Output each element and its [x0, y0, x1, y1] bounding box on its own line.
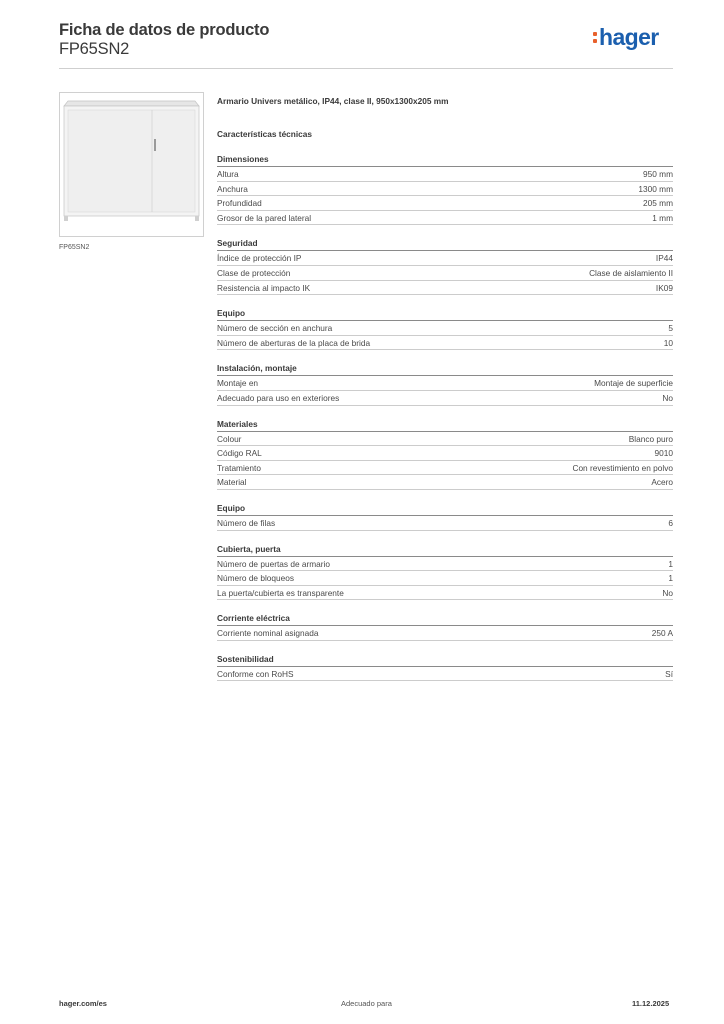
- spec-group-title: Materiales: [217, 418, 673, 432]
- spec-value: No: [662, 587, 673, 598]
- spec-row: [217, 557, 673, 572]
- spec-label: Profundidad: [217, 198, 262, 209]
- spec-groups: [217, 153, 673, 681]
- spec-label: Índice de protección IP: [217, 253, 302, 264]
- image-caption: FP65SN2: [59, 244, 90, 251]
- spec-value: Con revestimiento en polvo: [572, 462, 673, 473]
- spec-content: [217, 94, 673, 681]
- spec-value: 9010: [654, 448, 673, 459]
- spec-label: Número de filas: [217, 517, 276, 528]
- spec-group: [217, 362, 673, 405]
- hager-logo: [593, 26, 659, 49]
- spec-value: IP44: [655, 253, 673, 264]
- spec-row: [217, 266, 673, 281]
- spec-group: [217, 653, 673, 682]
- spec-row: [217, 391, 673, 406]
- spec-group-title: Corriente eléctrica: [217, 612, 673, 626]
- spec-row: [217, 376, 673, 391]
- spec-label: Anchura: [217, 183, 248, 194]
- spec-row: [217, 167, 673, 182]
- product-code: FP65SN2: [59, 40, 130, 58]
- spec-value: 205 mm: [643, 198, 673, 209]
- spec-label: Número de bloqueos: [217, 573, 295, 584]
- spec-group: [217, 502, 673, 531]
- spec-row: [217, 586, 673, 601]
- spec-group-title: Equipo: [217, 502, 673, 516]
- spec-label: Número de puertas de armario: [217, 558, 330, 569]
- footer-date: 11.12.2025: [632, 999, 670, 1008]
- spec-group: [217, 237, 673, 295]
- spec-value: Blanco puro: [628, 433, 673, 444]
- spec-row: [217, 336, 673, 351]
- spec-value: Sí: [665, 668, 673, 679]
- cabinet-illustration: [60, 93, 203, 236]
- spec-label: Conforme con RoHS: [217, 668, 294, 679]
- spec-label: Número de sección en anchura: [217, 323, 333, 334]
- spec-group-title: Sostenibilidad: [217, 653, 673, 667]
- spec-label: Tratamiento: [217, 462, 261, 473]
- spec-row: [217, 281, 673, 296]
- spec-value: No: [662, 392, 673, 403]
- spec-value: 1 mm: [652, 212, 673, 223]
- spec-row: [217, 321, 673, 336]
- spec-row: [217, 516, 673, 531]
- spec-row: [217, 461, 673, 476]
- spec-value: Clase de aislamiento II: [589, 267, 673, 278]
- spec-row: [217, 446, 673, 461]
- spec-value: Montaje de superficie: [594, 378, 673, 389]
- spec-group: [217, 418, 673, 490]
- spec-value: 10: [663, 337, 673, 348]
- spec-value: 6: [668, 517, 673, 528]
- spec-label: Corriente nominal asignada: [217, 628, 319, 639]
- product-description: Armario Univers metálico, IP44, clase II, 950x1300x205 mm: [217, 96, 449, 106]
- spec-row: [217, 571, 673, 586]
- page-title: Ficha de datos de producto: [59, 21, 270, 39]
- spec-group-title: Seguridad: [217, 237, 673, 251]
- spec-row: [217, 626, 673, 641]
- spec-row: [217, 432, 673, 447]
- spec-value: 5: [668, 323, 673, 334]
- logo-dots-icon: [593, 30, 597, 44]
- header-divider: [59, 68, 673, 69]
- spec-value: 1300 mm: [638, 183, 673, 194]
- spec-group: [217, 153, 673, 225]
- logo-text: hager: [599, 24, 659, 50]
- spec-row: [217, 182, 673, 197]
- spec-group-title: Cubierta, puerta: [217, 543, 673, 557]
- spec-label: Adecuado para uso en exteriores: [217, 392, 340, 403]
- tech-heading: Características técnicas: [217, 129, 313, 139]
- spec-value: Acero: [651, 477, 673, 488]
- spec-label: La puerta/cubierta es transparente: [217, 587, 344, 598]
- spec-group: [217, 543, 673, 601]
- spec-group: [217, 307, 673, 350]
- spec-label: Resistencia al impacto IK: [217, 282, 311, 293]
- spec-row: [217, 196, 673, 211]
- spec-value: 1: [668, 573, 673, 584]
- spec-label: Grosor de la pared lateral: [217, 212, 312, 223]
- spec-row: [217, 667, 673, 682]
- spec-group: [217, 612, 673, 641]
- spec-value: 950 mm: [643, 169, 673, 179]
- spec-label: Montaje en: [217, 378, 259, 389]
- spec-label: Altura: [217, 169, 239, 179]
- spec-row: [217, 211, 673, 226]
- spec-row: [217, 251, 673, 266]
- spec-value: 1: [668, 558, 673, 569]
- spec-row: [217, 475, 673, 490]
- spec-group-title: Equipo: [217, 307, 673, 321]
- spec-label: Código RAL: [217, 448, 262, 459]
- footer-middle: Adecuado para: [341, 999, 392, 1008]
- spec-label: Clase de protección: [217, 267, 291, 278]
- spec-value: IK09: [655, 282, 673, 293]
- spec-group-title: Dimensiones: [217, 153, 673, 167]
- spec-value: 250 A: [651, 628, 673, 639]
- spec-label: Número de aberturas de la placa de brida: [217, 337, 371, 348]
- spec-label: Colour: [217, 433, 242, 444]
- spec-group-title: Instalación, montaje: [217, 362, 673, 376]
- product-image: [59, 92, 204, 237]
- spec-label: Material: [217, 477, 247, 488]
- footer-website: hager.com/es: [59, 999, 107, 1008]
